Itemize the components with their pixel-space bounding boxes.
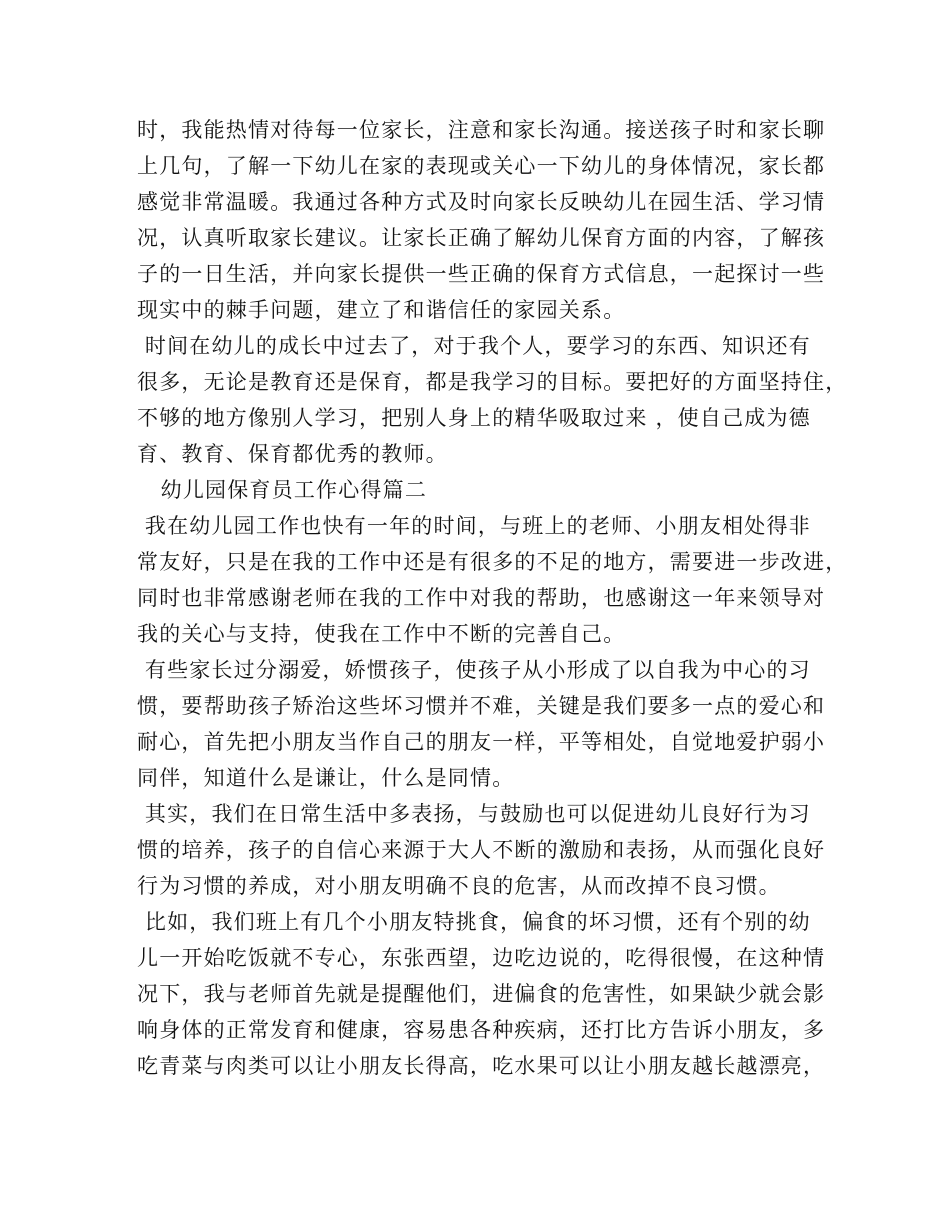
text-line: 我在幼儿园工作也快有一年的时间，与班上的老师、小朋友相处得非 — [137, 514, 811, 538]
section-heading: 幼儿园保育员工作心得篇二 — [137, 478, 428, 502]
text-line: 感觉非常温暖。我通过各种方式及时向家长反映幼儿在园生活、学习情 — [137, 190, 826, 214]
text-line: 况下，我与老师首先就是提醒他们，进偏食的危害性，如果缺少就会影 — [137, 982, 826, 1006]
text-line: 子的一日生活，并向家长提供一些正确的保育方式信息，一起探讨一些 — [137, 262, 826, 286]
text-line: 同伴，知道什么是谦让，什么是同情。 — [137, 766, 515, 790]
text-line: 上几句，了解一下幼儿在家的表现或关心一下幼儿的身体情况，家长都 — [137, 154, 826, 178]
text-line: 我的关心与支持，使我在工作中不断的完善自己。 — [137, 622, 626, 646]
text-line: 惯的培养，孩子的自信心来源于大人不断的激励和表扬，从而强化良好 — [137, 838, 826, 862]
text-line: 不够的地方像别人学习，把别人身上的精华吸取过来 ，使自己成为德 — [137, 406, 811, 430]
text-line: 响身体的正常发育和健康，容易患各种疾病，还打比方告诉小朋友，多 — [137, 1018, 826, 1042]
text-line: 耐心，首先把小朋友当作自己的朋友一样，平等相处，自觉地爱护弱小 — [137, 730, 826, 754]
text-line: 惯，要帮助孩子矫治这些坏习惯并不难，关键是我们要多一点的爱心和 — [137, 694, 826, 718]
text-line: 有些家长过分溺爱，娇惯孩子，使孩子从小形成了以自我为中心的习 — [137, 658, 811, 682]
text-line: 常友好，只是在我的工作中还是有很多的不足的地方，需要进一步改进， — [137, 550, 848, 574]
text-line: 时，我能热情对待每一位家长，注意和家长沟通。接送孩子时和家长聊 — [137, 118, 826, 142]
text-line: 同时也非常感谢老师在我的工作中对我的帮助，也感谢这一年来领导对 — [137, 586, 826, 610]
text-line: 比如，我们班上有几个小朋友特挑食，偏食的坏习惯，还有个别的幼 — [137, 910, 811, 934]
text-line: 行为习惯的养成，对小朋友明确不良的危害，从而改掉不良习惯。 — [137, 874, 781, 898]
text-line: 况，认真听取家长建议。让家长正确了解幼儿保育方面的内容，了解孩 — [137, 226, 826, 250]
text-line: 其实，我们在日常生活中多表扬，与鼓励也可以促进幼儿良好行为习 — [137, 802, 811, 826]
text-line: 吃青菜与肉类可以让小朋友长得高，吃水果可以让小朋友越长越漂亮， — [137, 1054, 826, 1078]
text-line: 时间在幼儿的成长中过去了，对于我个人，要学习的东西、知识还有 — [137, 334, 811, 358]
text-line: 很多，无论是教育还是保育，都是我学习的目标。要把好的方面坚持住， — [137, 370, 848, 394]
text-line: 儿一开始吃饭就不专心，东张西望，边吃边说的，吃得很慢，在这种情 — [137, 946, 826, 970]
text-line: 育、教育、保育都优秀的教师。 — [137, 442, 448, 466]
text-line: 现实中的棘手问题，建立了和谐信任的家园关系。 — [137, 298, 626, 322]
